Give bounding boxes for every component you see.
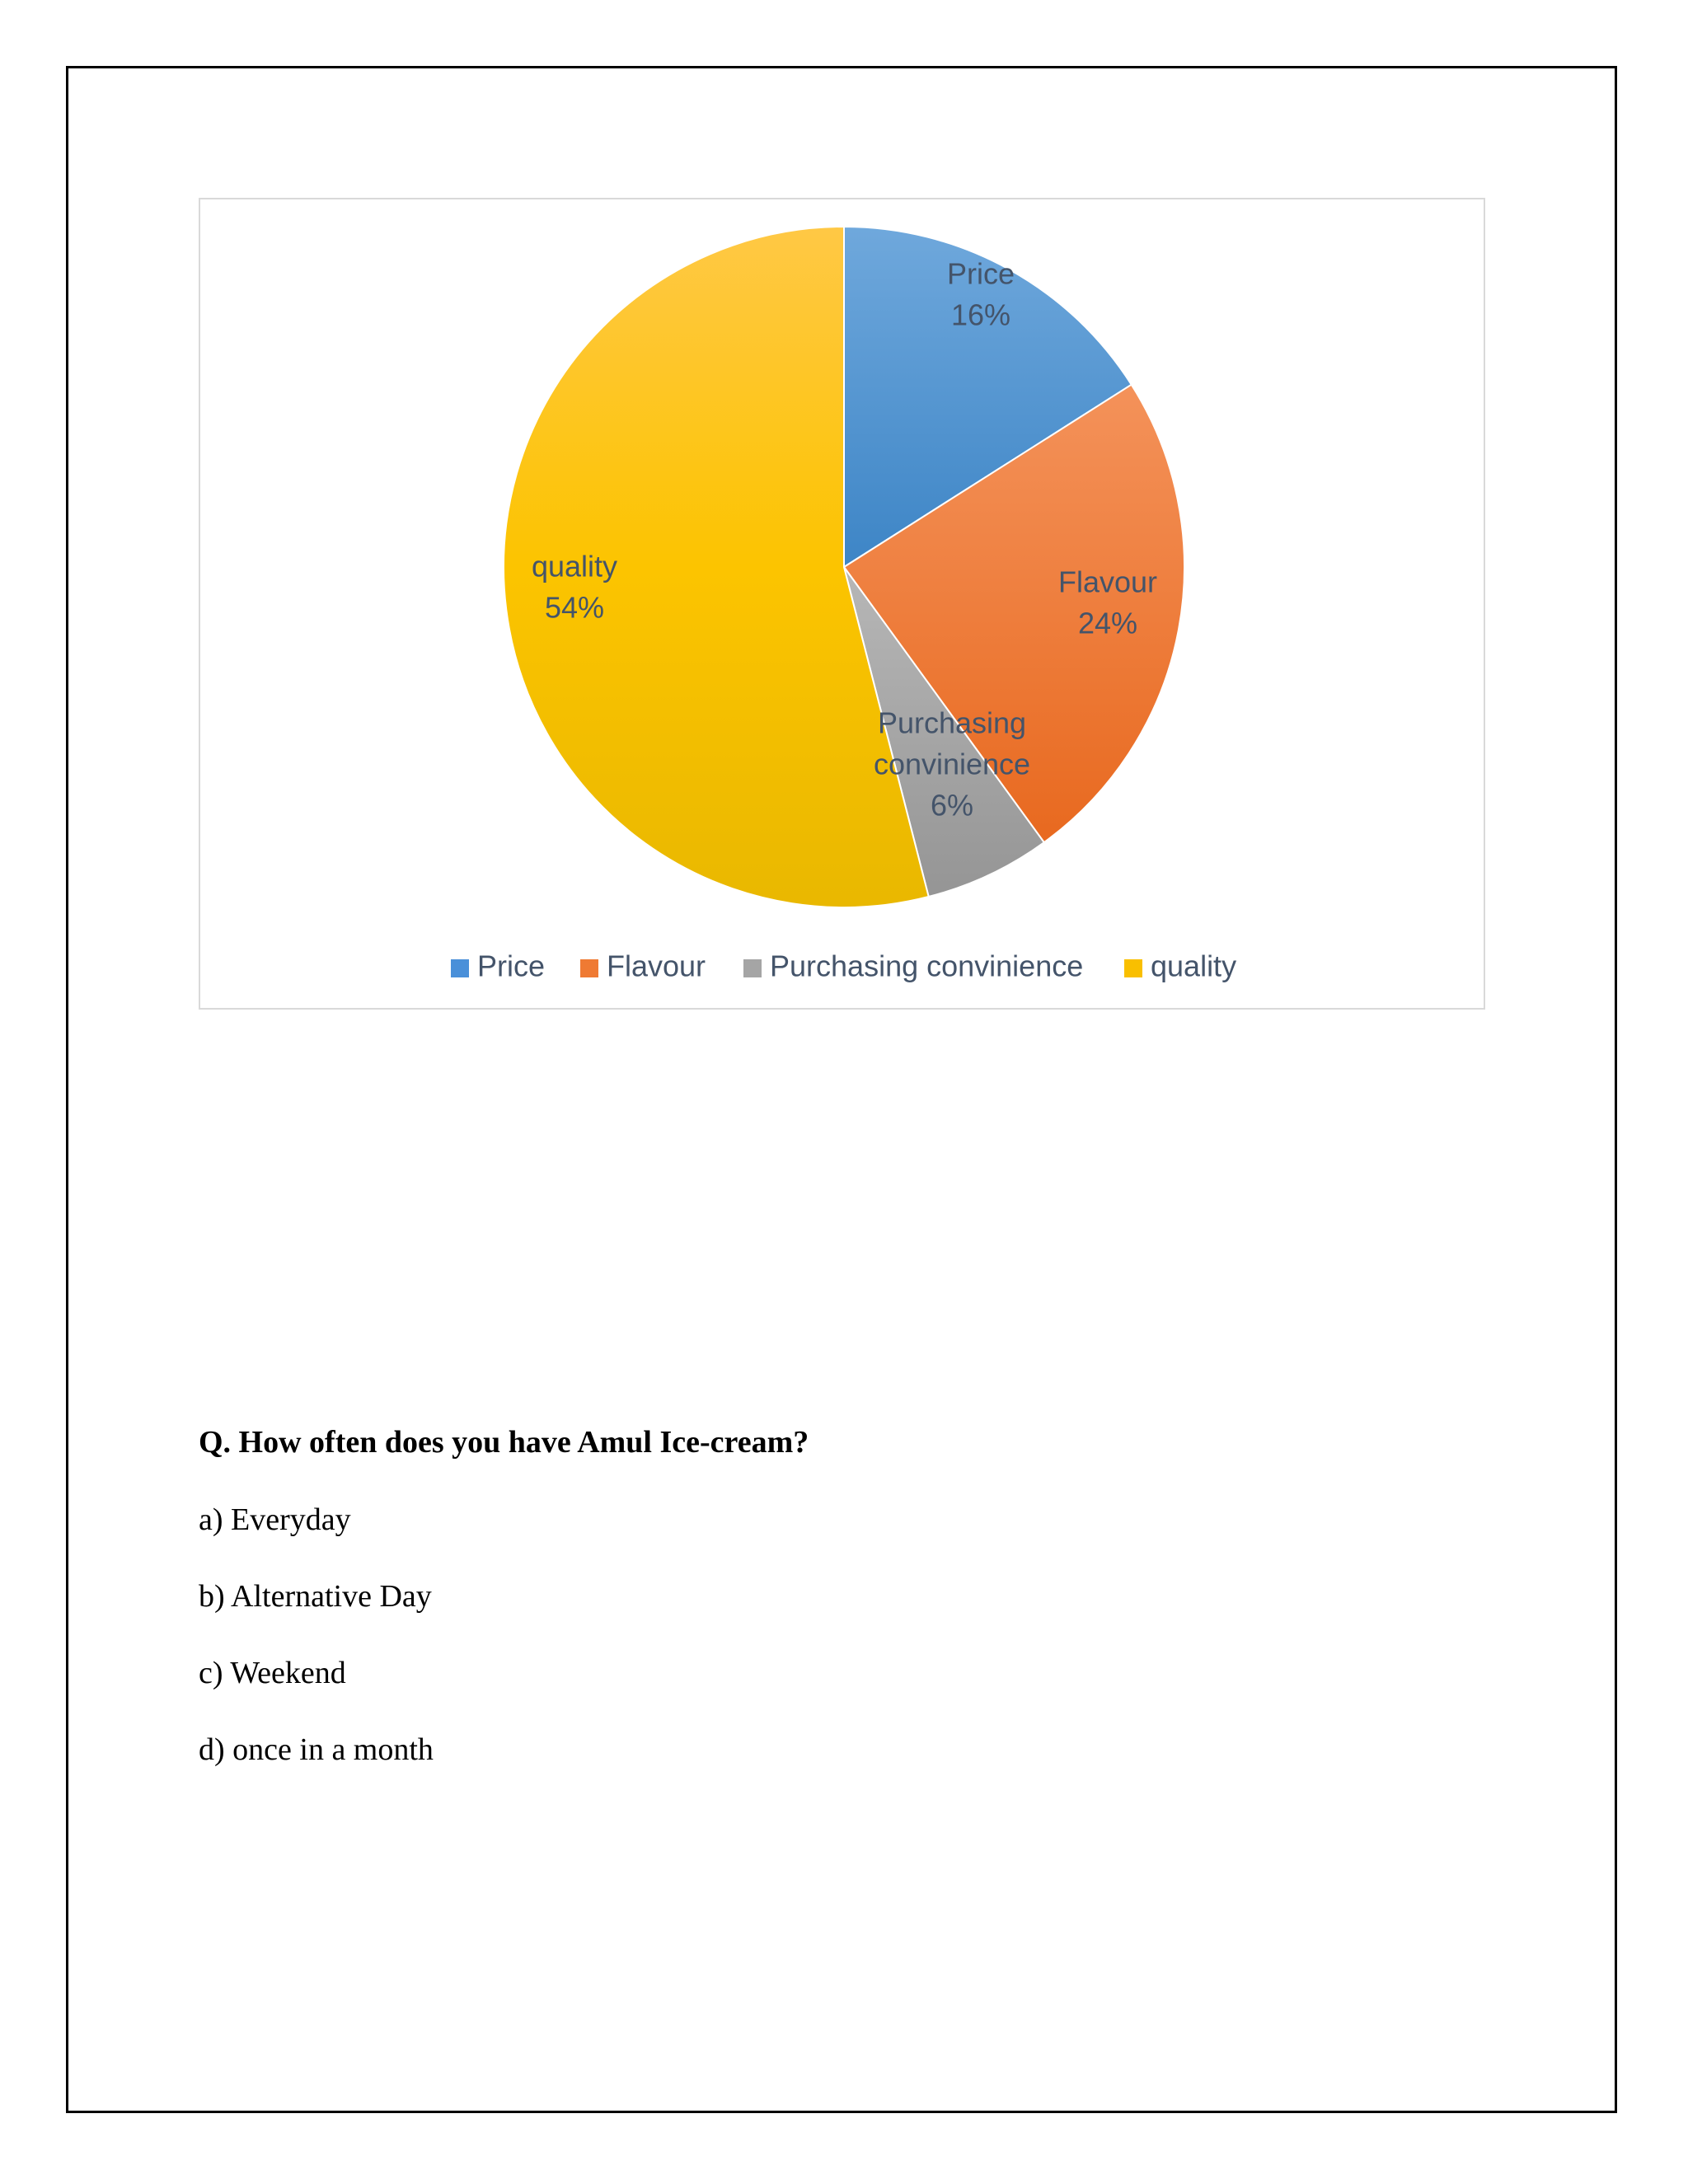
option-a: a) Everyday — [199, 1502, 351, 1537]
legend-swatch-quality — [1124, 959, 1142, 977]
slice-label-flavour-0: Flavour — [1057, 565, 1158, 599]
legend-swatch-purchasing-convinience — [743, 959, 762, 977]
legend-label-purchasing-convinience: Purchasing convinience — [770, 949, 1084, 983]
legend-swatch-price — [451, 959, 469, 977]
pie-chart-canvas — [200, 199, 1487, 1011]
option-d: d) once in a month — [199, 1732, 434, 1767]
survey-question: Q. How often does you have Amul Ice-cream? — [199, 1425, 809, 1460]
slice-label-purchasing-convinience-2: 6% — [930, 788, 974, 823]
slice-label-purchasing-convinience-1: convinience — [873, 747, 1031, 781]
chart-legend — [451, 949, 1236, 983]
legend-label-flavour: Flavour — [607, 949, 706, 983]
slice-label-quality-1: 54% — [544, 590, 605, 625]
slice-label-price-1: 16% — [950, 298, 1011, 332]
option-b: b) Alternative Day — [199, 1579, 432, 1614]
slice-label-price-0: Price — [946, 256, 1015, 291]
legend-swatch-flavour — [580, 959, 598, 977]
slice-label-purchasing-convinience-0: Purchasing — [877, 705, 1027, 740]
legend-label-quality: quality — [1151, 949, 1237, 983]
slice-label-flavour-1: 24% — [1077, 606, 1138, 640]
slice-label-quality-0: quality — [531, 549, 618, 583]
pie-chart — [199, 198, 1485, 1010]
legend-label-price: Price — [477, 949, 546, 983]
option-c: c) Weekend — [199, 1656, 346, 1690]
